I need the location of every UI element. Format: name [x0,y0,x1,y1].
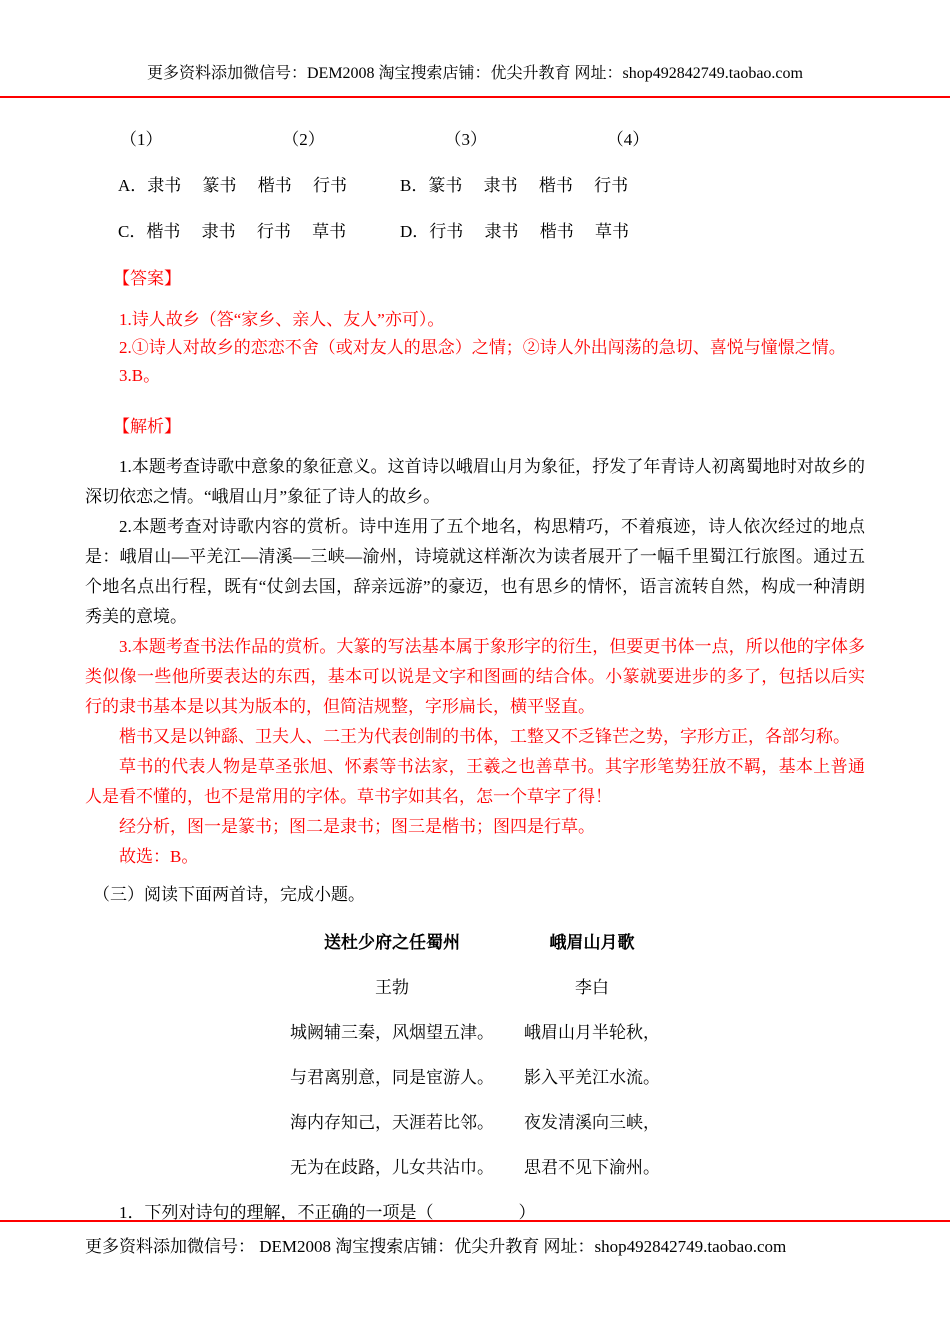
poem-line: 峨眉山月半轮秋， [524,1023,660,1042]
poem-wangbo [290,920,494,1190]
choice-row-cd [85,222,865,242]
poem-author: 李白 [575,978,609,997]
figure-label-3: （3） [444,130,487,149]
answer-line: 1.诗人故乡（答“家乡、亲人、友人”亦可）。 [119,310,445,329]
answer-line: 3.B。 [119,366,161,385]
choice-b: B．篆书 隶书 楷书 行书 [400,176,629,195]
page-header [0,0,950,98]
poem-author: 王勃 [375,978,409,997]
figure-label-4: （4） [606,130,650,149]
poem-title: 峨眉山月歌 [549,933,635,952]
page-content [0,130,950,1228]
answer-block [85,306,865,390]
figure-label-2: （2） [282,130,325,149]
analysis-paragraph: 楷书又是以钟繇、卫夫人、二王为代表创制的书体，工整又不乏锋芒之势，字形方正，各部匀称。 [119,727,850,746]
poem-line: 思君不见下渝州。 [524,1158,660,1177]
footer-contact-text: 更多资料添加微信号： DEM2008 淘宝搜索店铺：优尖升教育 网址：shop492842749.taobao.com [85,1237,787,1256]
answer-heading: 【答案】 [113,269,181,288]
poem-line: 城阙辅三秦，风烟望五津。 [290,1023,494,1042]
analysis-paragraph: 故选：B。 [119,847,199,866]
header-divider [0,96,950,98]
poem-title: 送杜少府之任蜀州 [324,933,460,952]
analysis-paragraph: 1.本题考查诗歌中意象的象征意义。这首诗以峨眉山月为象征，抒发了年青诗人初离蜀地时对故乡的深切依恋之情。“峨眉山月”象征了诗人的故乡。 [85,457,865,506]
poem-line: 与君离别意，同是宦游人。 [290,1068,494,1087]
poem-line: 海内存知己，天涯若比邻。 [290,1113,494,1132]
analysis-paragraph: 草书的代表人物是草圣张旭、怀素等书法家，王羲之也善草书。其字形笔势狂放不羁，基本上普通人是看不懂的，也不是常用的字体。草书字如其名，怎一个草字了得！ [85,757,865,806]
section-three-intro: （三）阅读下面两首诗，完成小题。 [93,885,365,904]
choice-c: C．楷书 隶书 行书 草书 [118,222,347,241]
analysis-heading: 【解析】 [113,417,181,436]
analysis-paragraph: 经分析，图一是篆书；图二是隶书；图三是楷书；图四是行草。 [119,817,595,836]
poem-line: 无为在歧路，儿女共沾巾。 [290,1158,494,1177]
analysis-paragraph: 2.本题考查对诗歌内容的赏析。诗中连用了五个地名，构思精巧，不着痕迹，诗人依次经过的地点是：峨眉山—平羌江—清溪—三峡—渝州，诗境就这样渐次为读者展开了一幅千里蜀江行旅图。通过五个地名点出行程，既有“仗剑去国，辞亲远游”的豪迈，也有思乡的情怀，语言流转自然，构成一种清朗秀美的意境。 [85,517,865,626]
poems-block [85,920,865,1190]
answer-line: 2.①诗人对故乡的恋恋不舍（或对友人的思念）之情；②诗人外出闯荡的急切、喜悦与憧憬之情。 [119,338,846,357]
analysis-paragraph: 3.本题考查书法作品的赏析。大篆的写法基本属于象形字的衍生，但要更书体一点，所以他的字体多类似像一些他所要表达的东西，基本可以说是文字和图画的结合体。小篆就要进步的多了，包括以后实行的隶书基本是以其为版本的，但简洁规整，字形扁长，横平竖直。 [85,637,865,716]
choice-d: D．行书 隶书 楷书 草书 [400,222,630,241]
header-contact-text: 更多资料添加微信号：DEM2008 淘宝搜索店铺：优尖升教育 网址：shop492842749.taobao.com [147,65,803,82]
poem-line: 夜发清溪向三峡， [524,1113,660,1132]
figure-label-1: （1） [120,130,163,149]
poem-libai [524,920,660,1190]
question-line: 1．下列对诗句的理解，不正确的一项是（ ） [119,1203,536,1222]
choice-a: A．隶书 篆书 楷书 行书 [118,176,348,195]
figure-label-row [85,130,865,150]
choice-row-ab [85,176,865,196]
page-footer [0,1220,950,1257]
poem-line: 影入平羌江水流。 [524,1068,660,1087]
analysis-block [85,452,865,872]
